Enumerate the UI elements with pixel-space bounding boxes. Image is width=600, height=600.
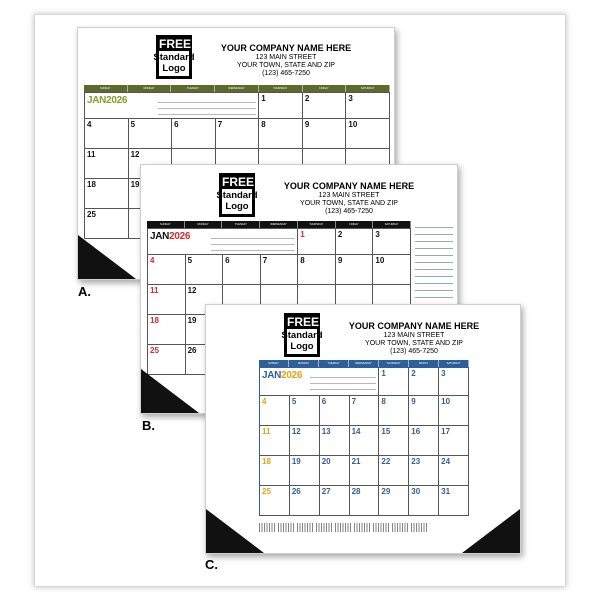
calendar-grid-c: [259, 360, 469, 516]
company-address-block: [196, 43, 376, 78]
weekday-label: SUNDAY: [84, 85, 128, 92]
black-corner-left: [141, 369, 199, 413]
day-number: 18: [87, 180, 96, 189]
day-cell: [373, 229, 411, 255]
day-cell: [350, 396, 380, 426]
weekday-label: MONDAY: [128, 85, 172, 92]
black-corner-left: [206, 509, 264, 553]
day-number: 12: [291, 427, 301, 436]
day-number: 29: [381, 487, 391, 496]
day-cell: [85, 149, 129, 179]
weekday-header: [259, 360, 469, 367]
weekday-header: [84, 85, 390, 92]
logo-line-2: Logo: [162, 63, 186, 74]
day-number: 2: [411, 369, 416, 378]
logo-free-text: FREE: [159, 37, 192, 51]
logo-line-1: Standard: [281, 330, 323, 341]
day-number: 15: [381, 427, 391, 436]
day-cell: [320, 426, 350, 456]
day-cell: [320, 396, 350, 426]
day-number: 9: [411, 397, 416, 406]
day-number: 6: [174, 120, 179, 129]
day-cell: [439, 396, 469, 426]
day-cell: [350, 456, 380, 486]
mini-calendar: [354, 523, 370, 532]
month-title: [150, 231, 190, 242]
memo-lines: [310, 372, 377, 392]
weekday-label: WEDNESDAY: [260, 221, 298, 228]
day-number: 9: [337, 256, 343, 265]
free-standard-logo: [281, 313, 323, 357]
desk-calendar-sheet-c: [205, 304, 521, 554]
day-cell: [259, 119, 303, 149]
company-phone: (123) 465-7250: [390, 348, 438, 355]
month-title: [262, 370, 302, 381]
day-cell: [298, 229, 336, 255]
day-cell: [379, 426, 409, 456]
company-phone: (123) 465-7250: [325, 208, 373, 215]
day-cell: [260, 486, 290, 516]
day-cell: [148, 285, 186, 315]
mini-calendar: [297, 523, 313, 532]
company-name: YOUR COMPANY NAME HERE: [348, 321, 480, 331]
weekday-label: SUNDAY: [147, 221, 185, 228]
day-cell: [303, 119, 347, 149]
day-number: 9: [304, 120, 310, 129]
weekday-label: MONDAY: [289, 360, 319, 367]
year-number: 2026: [169, 231, 191, 242]
free-standard-logo: [153, 35, 195, 79]
mini-calendar: [316, 523, 332, 532]
day-cell: [379, 456, 409, 486]
mini-calendar: [392, 523, 408, 532]
company-city: YOUR TOWN, STATE AND ZIP: [300, 200, 398, 207]
weekday-label: SATURDAY: [439, 360, 469, 367]
month-name: JAN: [87, 95, 107, 106]
day-cell: [439, 456, 469, 486]
day-number: 24: [441, 457, 451, 466]
day-cell: [346, 119, 390, 149]
day-cell: [439, 426, 469, 456]
day-number: 18: [150, 316, 159, 325]
day-grid: [259, 367, 469, 516]
day-cell: [259, 93, 303, 119]
day-cell: [373, 255, 411, 285]
day-cell: [379, 486, 409, 516]
day-cell: [350, 486, 380, 516]
year-number: 2026: [281, 370, 303, 381]
company-street: 123 MAIN STREET: [255, 54, 317, 61]
day-number: 1: [381, 369, 386, 378]
mini-calendar: [411, 523, 427, 532]
day-number: 4: [150, 256, 155, 265]
logo-free-text: FREE: [222, 175, 255, 189]
day-cell: [85, 119, 129, 149]
company-address-block: [259, 181, 439, 216]
day-cell: [320, 456, 350, 486]
day-number: 19: [291, 457, 301, 466]
day-cell: [409, 426, 439, 456]
weekday-label: THURSDAY: [298, 221, 336, 228]
day-cell: [148, 255, 186, 285]
day-number: 11: [87, 150, 96, 159]
day-number: 8: [300, 256, 305, 265]
day-number: 17: [441, 427, 451, 436]
day-cell: [409, 486, 439, 516]
day-number: 23: [411, 457, 421, 466]
black-corner-right: [462, 509, 520, 553]
day-cell: [350, 426, 380, 456]
logo-standard-text: [216, 190, 257, 212]
day-number: 26: [291, 487, 301, 496]
day-number: 28: [351, 487, 361, 496]
day-number: 7: [351, 397, 357, 406]
day-cell: [223, 255, 261, 285]
day-cell: [216, 119, 260, 149]
month-name: JAN: [262, 370, 282, 381]
month-cell: [260, 368, 379, 396]
day-number: 7: [262, 256, 268, 265]
day-cell: [409, 456, 439, 486]
label-c: C.: [205, 557, 218, 572]
day-number: 2: [337, 230, 343, 239]
month-cell: [148, 229, 298, 255]
day-number: 25: [87, 210, 96, 219]
mini-calendar: [278, 523, 294, 532]
logo-standard-text: [153, 52, 194, 74]
day-number: 25: [262, 487, 271, 496]
company-city: YOUR TOWN, STATE AND ZIP: [365, 340, 463, 347]
day-number: 2: [304, 94, 310, 103]
label-b: B.: [142, 418, 155, 433]
mini-calendars-row: [259, 523, 427, 532]
weekday-label: TUESDAY: [319, 360, 349, 367]
day-cell: [129, 119, 173, 149]
company-street: 123 MAIN STREET: [318, 192, 380, 199]
day-number: 12: [130, 150, 140, 159]
weekday-label: FRIDAY: [303, 85, 347, 92]
day-cell: [439, 368, 469, 396]
day-number: 3: [348, 94, 353, 103]
day-cell: [290, 396, 320, 426]
day-number: 5: [130, 120, 136, 129]
day-number: 3: [441, 369, 446, 378]
day-number: 4: [262, 397, 267, 406]
day-cell: [379, 368, 409, 396]
day-number: 27: [321, 487, 331, 496]
day-number: 11: [150, 286, 159, 295]
day-number: 14: [351, 427, 361, 436]
month-name: JAN: [150, 231, 170, 242]
day-number: 10: [441, 397, 451, 406]
mini-calendar: [335, 523, 351, 532]
weekday-label: TUESDAY: [222, 221, 260, 228]
year-number: 2026: [106, 95, 128, 106]
day-number: 8: [381, 397, 386, 406]
day-number: 19: [187, 316, 197, 325]
company-address-block: [324, 321, 504, 356]
day-number: 19: [130, 180, 140, 189]
day-cell: [409, 396, 439, 426]
weekday-label: SUNDAY: [259, 360, 289, 367]
label-a: A.: [78, 284, 91, 299]
weekday-header: [147, 221, 411, 228]
weekday-label: SATURDAY: [346, 85, 390, 92]
month-cell: [85, 93, 259, 119]
day-number: 13: [321, 427, 331, 436]
day-number: 7: [217, 120, 223, 129]
day-number: 22: [381, 457, 391, 466]
day-number: 12: [187, 286, 197, 295]
day-number: 6: [321, 397, 327, 406]
day-number: 31: [441, 487, 451, 496]
weekday-label: THURSDAY: [259, 85, 303, 92]
day-cell: [172, 119, 216, 149]
day-cell: [260, 426, 290, 456]
logo-free-text: FREE: [287, 315, 320, 329]
logo-line-2: Logo: [225, 201, 249, 212]
day-number: 18: [262, 457, 271, 466]
memo-lines: [158, 97, 257, 115]
free-standard-logo: [216, 173, 258, 217]
day-number: 5: [187, 256, 193, 265]
day-cell: [409, 368, 439, 396]
weekday-label: SATURDAY: [373, 221, 411, 228]
day-cell: [260, 456, 290, 486]
company-phone: (123) 465-7250: [262, 70, 310, 77]
day-cell: [290, 456, 320, 486]
day-cell: [290, 486, 320, 516]
day-cell: [148, 315, 186, 345]
day-number: 5: [291, 397, 297, 406]
day-cell: [260, 396, 290, 426]
day-number: 11: [262, 427, 271, 436]
weekday-label: WEDNESDAY: [215, 85, 259, 92]
weekday-label: TUESDAY: [171, 85, 215, 92]
weekday-label: WEDNESDAY: [349, 360, 379, 367]
day-number: 1: [261, 94, 266, 103]
day-number: 21: [351, 457, 361, 466]
logo-line-1: Standard: [216, 190, 258, 201]
day-cell: [336, 229, 374, 255]
logo-line-1: Standard: [153, 52, 195, 63]
black-corner-left: [78, 235, 136, 279]
company-street: 123 MAIN STREET: [383, 332, 445, 339]
day-cell: [261, 255, 299, 285]
day-cell: [186, 255, 224, 285]
weekday-label: MONDAY: [185, 221, 223, 228]
day-cell: [290, 426, 320, 456]
day-number: 4: [87, 120, 92, 129]
day-cell: [379, 396, 409, 426]
day-cell: [320, 486, 350, 516]
mini-calendar: [373, 523, 389, 532]
day-number: 20: [321, 457, 331, 466]
company-city: YOUR TOWN, STATE AND ZIP: [237, 62, 335, 69]
weekday-label: THURSDAY: [379, 360, 409, 367]
day-number: 26: [187, 346, 197, 355]
logo-line-2: Logo: [290, 341, 314, 352]
day-number: 3: [375, 230, 380, 239]
day-cell: [336, 255, 374, 285]
day-number: 10: [348, 120, 358, 129]
day-number: 10: [375, 256, 385, 265]
day-cell: [298, 255, 336, 285]
day-cell: [85, 179, 129, 209]
weekday-label: FRIDAY: [336, 221, 374, 228]
company-name: YOUR COMPANY NAME HERE: [283, 181, 415, 191]
day-number: 16: [411, 427, 421, 436]
day-number: 30: [411, 487, 421, 496]
day-number: 25: [150, 346, 159, 355]
memo-lines: [211, 233, 296, 251]
day-number: 1: [300, 230, 305, 239]
day-number: 8: [261, 120, 266, 129]
day-cell: [346, 93, 390, 119]
logo-standard-text: [281, 330, 322, 352]
day-number: 6: [225, 256, 230, 265]
company-name: YOUR COMPANY NAME HERE: [220, 43, 352, 53]
weekday-label: FRIDAY: [409, 360, 439, 367]
day-cell: [303, 93, 347, 119]
month-title: [87, 95, 127, 106]
